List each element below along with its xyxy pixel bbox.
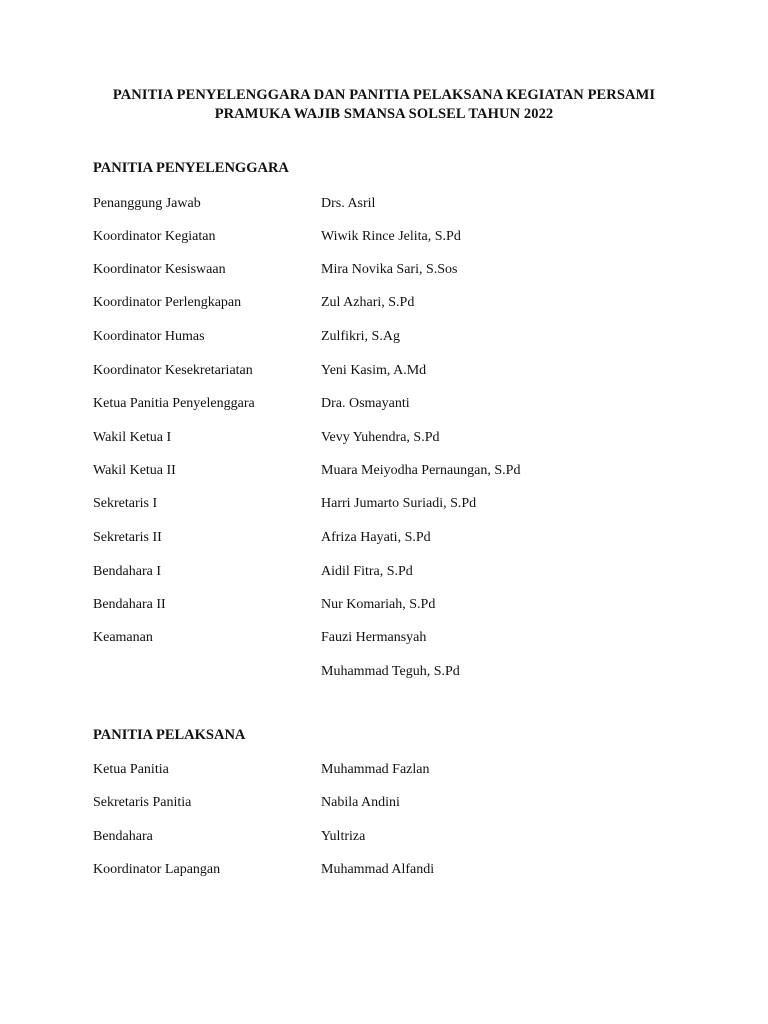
list-item [93,428,693,448]
role-label: Koordinator Perlengkapan [93,295,242,310]
role-label: Koordinator Kesekretariatan [93,363,253,378]
role-label: Koordinator Lapangan [93,862,221,877]
role-label: Wakil Ketua I [93,430,172,445]
list-item [93,793,693,813]
person-name: Fauzi Hermansyah [321,630,427,645]
person-name: Harri Jumarto Suriadi, S.Pd [321,496,477,511]
list-item [93,394,693,414]
role-label: Koordinator Humas [93,329,205,344]
list-item [93,595,693,615]
list-item [93,662,693,682]
role-label: Koordinator Kegiatan [93,229,216,244]
role-label: Sekretaris I [93,496,158,511]
person-name: Yeni Kasim, A.Md [321,363,427,378]
role-label: Sekretaris Panitia [93,795,192,810]
role-label: Ketua Panitia [93,762,169,777]
list-item [93,461,693,481]
list-item [93,628,693,648]
person-name: Zul Azhari, S.Pd [321,295,415,310]
role-label: Bendahara [93,829,153,844]
list-item [93,528,693,548]
list-item [93,327,693,347]
role-label: Koordinator Kesiswaan [93,262,226,277]
list-item [93,860,693,880]
person-name: Muhammad Fazlan [321,762,430,777]
list-item [93,494,693,514]
person-name: Wiwik Rince Jelita, S.Pd [321,229,461,244]
heading-panitia-pelaksana: PANITIA PELAKSANA [93,727,246,743]
person-name: Yultriza [321,829,366,844]
role-label: Keamanan [93,630,153,645]
role-label: Bendahara I [93,564,162,579]
title-line-2: PRAMUKA WAJIB SMANSA SOLSEL TAHUN 2022 [214,106,554,122]
person-name: Drs. Asril [321,196,376,211]
role-label: Sekretaris II [93,530,162,545]
role-label: Wakil Ketua II [93,463,176,478]
list-item [93,760,693,780]
list-item [93,293,693,313]
heading-panitia-penyelenggara: PANITIA PENYELENGGARA [93,160,289,176]
person-name: Aidil Fitra, S.Pd [321,564,413,579]
list-item [93,562,693,582]
person-name: Muhammad Teguh, S.Pd [321,664,460,679]
person-name: Nabila Andini [321,795,400,810]
person-name: Muhammad Alfandi [321,862,435,877]
list-item [93,361,693,381]
list-item [93,227,693,247]
role-label: Bendahara II [93,597,166,612]
list-item [93,194,693,214]
document-title [0,86,768,124]
person-name: Zulfikri, S.Ag [321,329,400,344]
person-name: Muara Meiyodha Pernaungan, S.Pd [321,463,521,478]
role-label: Penanggung Jawab [93,196,201,211]
list-item [93,827,693,847]
person-name: Mira Novika Sari, S.Sos [321,262,458,277]
list-item [93,260,693,280]
person-name: Vevy Yuhendra, S.Pd [321,430,440,445]
role-label: Ketua Panitia Penyelenggara [93,396,255,411]
person-name: Afriza Hayati, S.Pd [321,530,431,545]
person-name: Nur Komariah, S.Pd [321,597,436,612]
person-name: Dra. Osmayanti [321,396,410,411]
title-line-1: PANITIA PENYELENGGARA DAN PANITIA PELAKSANA KEGIATAN PERSAMI [112,87,656,103]
